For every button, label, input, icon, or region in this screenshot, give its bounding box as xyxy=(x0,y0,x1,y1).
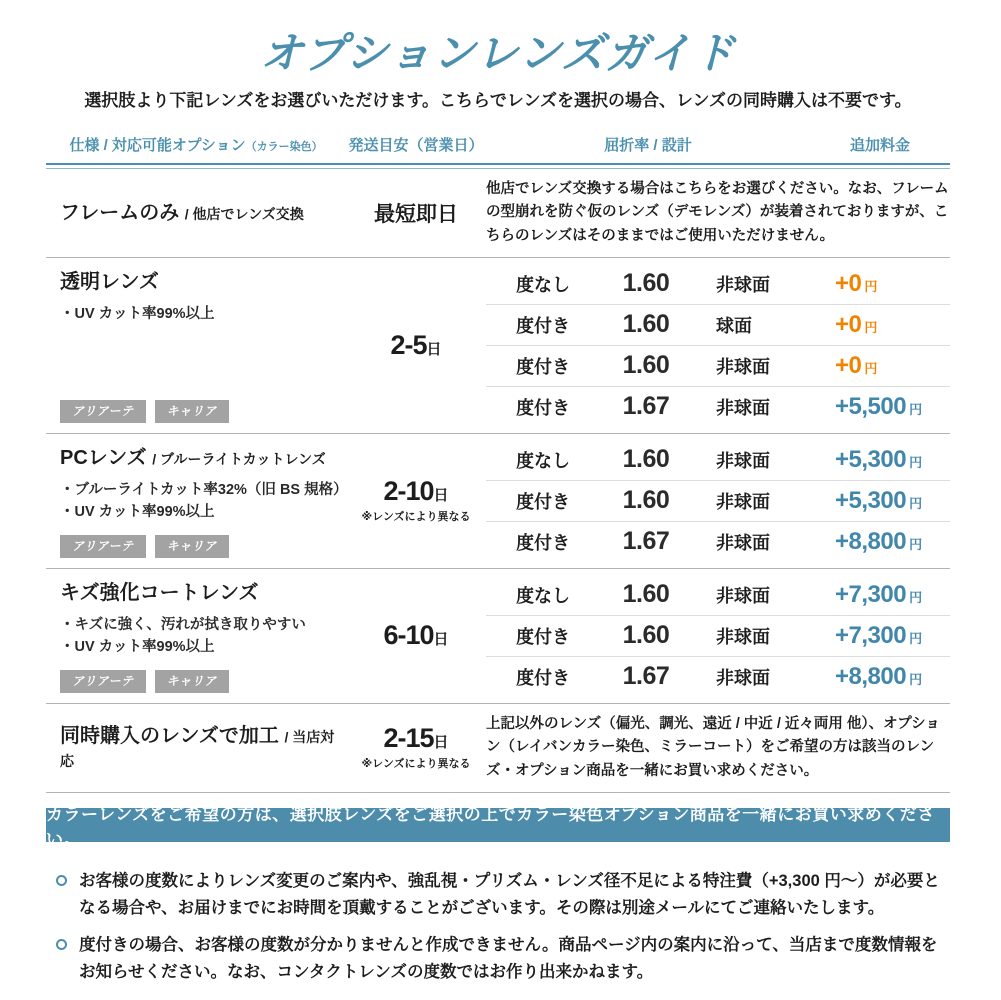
shipping-cell xyxy=(346,569,486,703)
header-price: 追加料金 xyxy=(849,136,910,154)
spec-cell xyxy=(46,434,346,568)
header-index-design: 屈折率 / 設計 xyxy=(604,136,692,154)
section-pc-lens xyxy=(46,434,950,568)
currency-unit: 円 xyxy=(909,401,923,417)
additional-price: +7,300 円 xyxy=(835,580,923,608)
table-column-headers xyxy=(46,134,950,155)
table-row xyxy=(486,440,950,480)
lens-name: キズ強化コートレンズ xyxy=(60,581,259,604)
spec-rows xyxy=(486,434,950,568)
refractive-index: 1.60 xyxy=(622,486,670,515)
circle-bullet-icon xyxy=(56,875,67,886)
power-type: 度付き xyxy=(516,491,570,512)
footer-notes xyxy=(46,868,950,985)
section-clear-lens xyxy=(46,258,950,433)
shipping-unit: 日 xyxy=(433,734,449,752)
refractive-index: 1.60 xyxy=(622,310,670,339)
spec-cell xyxy=(46,201,346,225)
spec-rows xyxy=(486,569,950,703)
lens-design: 非球面 xyxy=(716,356,770,377)
feature-item: ・UV カット率99%以上 xyxy=(60,639,215,656)
additional-price: +0 円 xyxy=(835,351,878,379)
shipping-cell xyxy=(346,725,486,771)
currency-unit: 円 xyxy=(909,630,923,646)
shipping-cell xyxy=(346,258,486,433)
additional-price: +8,800 円 xyxy=(835,527,923,555)
table-row xyxy=(486,615,950,656)
table-row xyxy=(486,656,950,697)
table-row xyxy=(486,521,950,562)
list-item xyxy=(46,932,950,985)
additional-price: +5,300 円 xyxy=(835,445,923,473)
feature-item: ・キズに強く、汚れが拭き取りやすい xyxy=(60,616,306,633)
table-row xyxy=(486,386,950,427)
shipping-days: 2-10日 xyxy=(383,475,449,506)
table-row xyxy=(486,304,950,345)
table-row xyxy=(486,575,950,615)
description-cell xyxy=(486,704,950,792)
section-scratch-coat-lens xyxy=(46,569,950,703)
lens-tags xyxy=(60,535,346,558)
section-frame-only xyxy=(46,169,950,257)
feature-item: ・UV カット率99%以上 xyxy=(60,305,215,322)
feature-item: ・ブルーライトカット率32%（旧 BS 規格） xyxy=(60,481,348,498)
spec-cell xyxy=(46,569,346,703)
lens-features xyxy=(60,479,346,524)
table-row xyxy=(486,345,950,386)
header-shipping: 発送目安（営業日） xyxy=(348,136,484,154)
currency-unit: 円 xyxy=(864,319,878,335)
power-type: 度なし xyxy=(516,585,570,606)
lens-name: 同時購入のレンズで加工 / 当店対応 xyxy=(60,725,335,770)
lens-design: 非球面 xyxy=(716,626,770,647)
lens-name: 透明レンズ xyxy=(60,270,159,293)
additional-price: +8,800 円 xyxy=(835,662,923,690)
currency-unit: 円 xyxy=(909,671,923,687)
description-cell xyxy=(486,169,950,257)
page-subtitle: 選択肢より下記レンズをお選びいただけます。こちらでレンズを選択の場合、レンズの同時購入は不要です。 xyxy=(84,91,912,111)
lens-design: 非球面 xyxy=(716,667,770,688)
shipping-unit: 日 xyxy=(426,340,442,358)
power-type: 度付き xyxy=(516,315,570,336)
lens-features xyxy=(60,614,346,659)
shipping-days: 6-10日 xyxy=(383,620,449,651)
tag-career: キャリア xyxy=(155,400,229,423)
section-description: 上記以外のレンズ（偏光、調光、遠近 / 中近 / 近々両用 他）、オプション（レイバンカラー染色、ミラーコート）をご希望の方は該当のレンズ・オプション商品を一緒にお買い求めください。 xyxy=(486,715,940,779)
additional-price: +5,500 円 xyxy=(835,392,923,420)
lens-design: 非球面 xyxy=(716,274,770,295)
refractive-index: 1.60 xyxy=(622,269,670,298)
lens-design: 球面 xyxy=(716,315,752,336)
power-type: 度付き xyxy=(516,356,570,377)
lens-design: 非球面 xyxy=(716,450,770,471)
refractive-index: 1.67 xyxy=(622,662,670,691)
refractive-index: 1.67 xyxy=(622,392,670,421)
circle-bullet-icon xyxy=(56,939,67,950)
lens-design: 非球面 xyxy=(716,491,770,512)
section-simultaneous-purchase xyxy=(46,704,950,792)
lens-design: 非球面 xyxy=(716,532,770,553)
power-type: 度付き xyxy=(516,626,570,647)
tag-ariate: アリアーテ xyxy=(60,670,146,693)
shipping-days: 2-15日 xyxy=(383,723,449,754)
currency-unit: 円 xyxy=(864,360,878,376)
refractive-index: 1.60 xyxy=(622,621,670,650)
section-divider xyxy=(46,792,950,793)
currency-unit: 円 xyxy=(909,495,923,511)
shipping-unit: 日 xyxy=(433,631,449,649)
tag-career: キャリア xyxy=(155,535,229,558)
additional-price: +7,300 円 xyxy=(835,621,923,649)
additional-price: +5,300 円 xyxy=(835,486,923,514)
lens-name: フレームのみ / 他店でレンズ交換 xyxy=(60,201,304,224)
tag-career: キャリア xyxy=(155,670,229,693)
refractive-index: 1.60 xyxy=(622,445,670,474)
power-type: 度なし xyxy=(516,450,570,471)
additional-price: +0 円 xyxy=(835,310,878,338)
lens-features xyxy=(60,303,346,325)
lens-tags xyxy=(60,670,346,693)
lens-tags xyxy=(60,400,346,423)
page-title: オプションレンズガイド xyxy=(260,30,736,78)
spec-cell xyxy=(46,724,346,772)
power-type: 度付き xyxy=(516,667,570,688)
lens-design: 非球面 xyxy=(716,585,770,606)
note-text: 度付きの場合、お客様の度数が分かりませんと作成できません。商品ページ内の案内に沿って、当店まで度数情報をお知らせください。なお、コンタクトレンズの度数ではお作り出来かねます。 xyxy=(79,936,938,981)
currency-unit: 円 xyxy=(909,589,923,605)
lens-design: 非球面 xyxy=(716,397,770,418)
currency-unit: 円 xyxy=(864,278,878,294)
shipping-text: 最短即日 xyxy=(374,202,458,226)
color-lens-banner: カラーレンズをご希望の方は、選択肢レンズをご選択の上でカラー染色オプション商品を一緒にお買い求めください。 xyxy=(46,808,950,842)
tag-ariate: アリアーテ xyxy=(60,535,146,558)
table-row xyxy=(486,480,950,521)
power-type: 度付き xyxy=(516,532,570,553)
currency-unit: 円 xyxy=(909,536,923,552)
lens-name-suffix: / 当店対応 xyxy=(60,729,335,770)
list-item xyxy=(46,868,950,921)
additional-price: +0 円 xyxy=(835,269,878,297)
refractive-index: 1.60 xyxy=(622,351,670,380)
section-description: 他店でレンズ交換する場合はこちらをお選びください。なお、フレームの型崩れを防ぐ仮のレンズ（デモレンズ）が装着されておりますが、こちらのレンズはそのままではご使用いただけません。 xyxy=(486,180,949,244)
lens-name-suffix: / 他店でレンズ交換 xyxy=(184,205,304,222)
shipping-note: ※レンズにより異なる xyxy=(361,510,471,523)
refractive-index: 1.67 xyxy=(622,527,670,556)
shipping-days: 2-5日 xyxy=(390,329,442,360)
table-row xyxy=(486,264,950,304)
lens-name-suffix: / ブルーライトカットレンズ xyxy=(152,450,326,467)
note-text: お客様の度数によりレンズ変更のご案内や、強乱視・プリズム・レンズ径不足による特注費（+3,300 円〜）が必要となる場合や、お届けまでにお時間を頂戴することがございます。その際は別途メールにてご連絡いたします。 xyxy=(79,872,940,917)
lens-name: PCレンズ / ブルーライトカットレンズ xyxy=(60,446,326,469)
tag-ariate: アリアーテ xyxy=(60,400,146,423)
shipping-unit: 日 xyxy=(433,486,449,504)
feature-item: ・UV カット率99%以上 xyxy=(60,504,215,521)
shipping-cell xyxy=(346,198,486,228)
header-spec-small: （カラー染色） xyxy=(245,140,323,153)
shipping-cell xyxy=(346,434,486,568)
power-type: 度付き xyxy=(516,397,570,418)
header-spec: 仕様 / 対応可能オプション（カラー染色） xyxy=(69,136,323,154)
spec-rows xyxy=(486,258,950,433)
spec-cell xyxy=(46,258,346,433)
power-type: 度なし xyxy=(516,274,570,295)
currency-unit: 円 xyxy=(909,454,923,470)
refractive-index: 1.60 xyxy=(622,580,670,609)
shipping-note: ※レンズにより異なる xyxy=(361,758,471,771)
